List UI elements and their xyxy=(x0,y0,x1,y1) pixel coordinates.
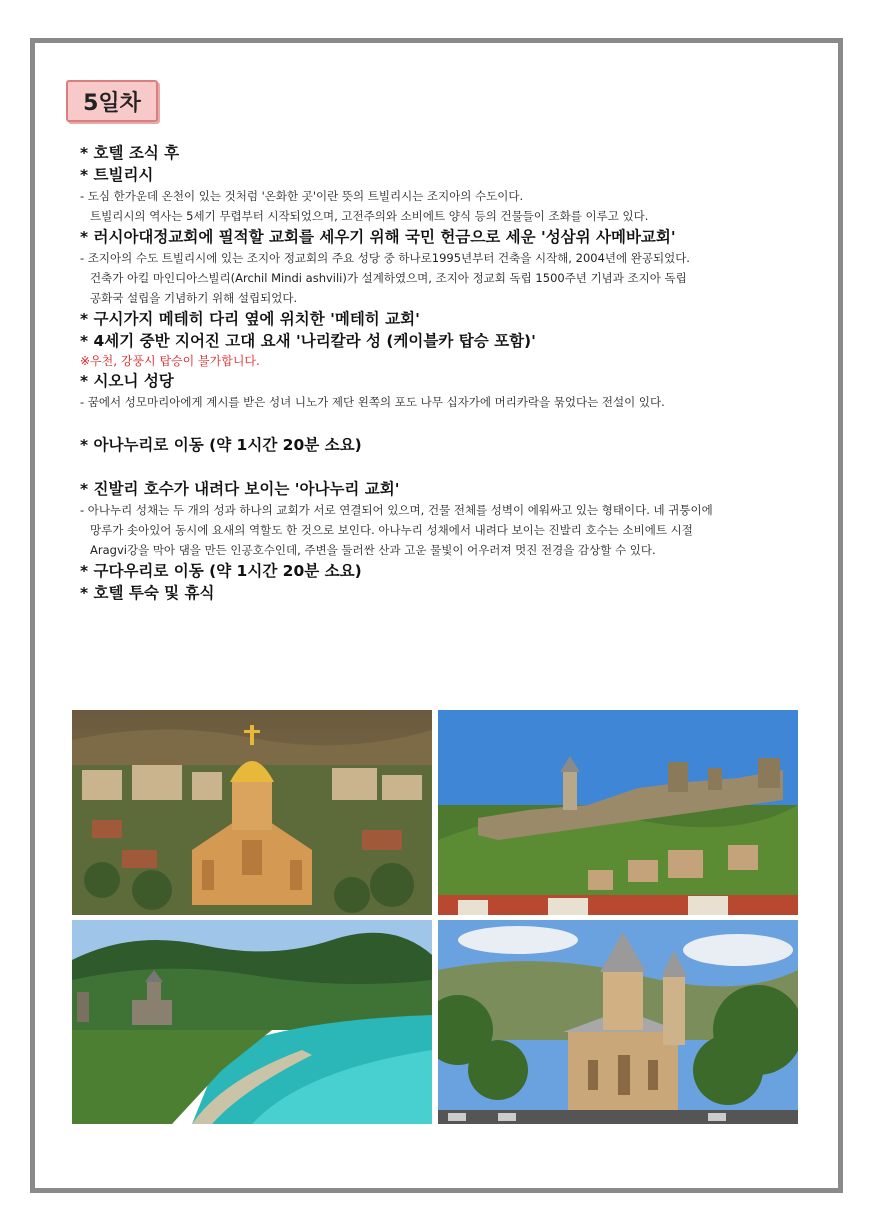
description-line: Aragvi강을 막아 댐을 만든 인공호수인데, 주변을 둘러싼 산과 고운 물빛이 어우러져 멋진 전경을 감상할 수 있다. xyxy=(90,543,656,557)
day-badge xyxy=(66,80,158,122)
itinerary-heading: * 트빌리시 xyxy=(80,166,154,184)
itinerary-description xyxy=(80,392,820,412)
itinerary-heading: * 러시아대정교회에 필적할 교회를 세우기 위해 국민 헌금으로 세운 '성삼위 사메바교회' xyxy=(80,228,676,246)
description-line: 트빌리시의 역사는 5세기 무렵부터 시작되었으며, 고전주의와 소비에트 양식 등의 건물들이 조화를 이루고 있다. xyxy=(90,209,649,223)
description-line: 공화국 설립을 기념하기 위해 설립되었다. xyxy=(90,291,298,305)
description-line: - 꿈에서 성모마리아에게 계시를 받은 성녀 니노가 제단 왼쪽의 포도 나무 십자가에 머리카락을 묶었다는 전설이 있다. xyxy=(80,395,665,409)
description-line: - 조지아의 수도 트빌리시에 있는 조지아 정교회의 주요 성당 중 하나로1995년부터 건축을 시작해, 2004년에 완공되었다. xyxy=(80,251,690,265)
description-line: 건축가 아킬 마인디아스빌리(Archil Mindi ashvili)가 설계하였으며, 조지아 정교회 독립 1500주년 기념과 조지아 독립 xyxy=(90,271,687,285)
spacer xyxy=(80,412,820,434)
sioni-cathedral-photo xyxy=(438,920,798,1124)
itinerary-heading: * 아나누리로 이동 (약 1시간 20분 소요) xyxy=(80,436,362,454)
weather-warning: ※우천, 강풍시 탑승이 불가합니다. xyxy=(80,354,260,368)
description-line: 망루가 솟아있어 동시에 요새의 역할도 한 것으로 보인다. 아나누리 성채에서 내려다 보이는 진발리 호수는 소비에트 시절 xyxy=(90,523,693,537)
itinerary-heading: * 구시가지 메테히 다리 옆에 위치한 '메테히 교회' xyxy=(80,310,420,328)
description-line: - 아나누리 성채는 두 개의 성과 하나의 교회가 서로 연결되어 있으며, 건물 전체를 성벽이 에워싸고 있는 형태이다. 네 귀퉁이에 xyxy=(80,503,713,517)
itinerary-heading: * 호텔 조식 후 xyxy=(80,144,180,162)
photo-grid xyxy=(72,710,798,1124)
narikala-fortress-photo xyxy=(438,710,798,915)
itinerary-heading: * 4세기 중반 지어진 고대 요새 '나리칼라 성 (케이블카 탑승 포함)' xyxy=(80,332,536,350)
itinerary-content xyxy=(80,142,820,604)
itinerary-heading: * 구다우리로 이동 (약 1시간 20분 소요) xyxy=(80,562,362,580)
itinerary-heading: * 시오니 성당 xyxy=(80,372,174,390)
itinerary-description xyxy=(80,248,820,308)
itinerary-heading: * 호텔 투숙 및 휴식 xyxy=(80,584,215,602)
itinerary-heading: * 진발리 호수가 내려다 보이는 '아나누리 교회' xyxy=(80,480,400,498)
description-line: - 도심 한가운데 온천이 있는 것처럼 '온화한 곳'이란 뜻의 트빌리시는 조지아의 수도이다. xyxy=(80,189,524,203)
sameba-cathedral-photo xyxy=(72,710,432,915)
ananuri-lake-photo xyxy=(72,920,432,1124)
spacer xyxy=(80,456,820,478)
itinerary-description xyxy=(80,500,820,560)
itinerary-description xyxy=(80,186,820,226)
day-label: 5일차 xyxy=(83,90,141,116)
